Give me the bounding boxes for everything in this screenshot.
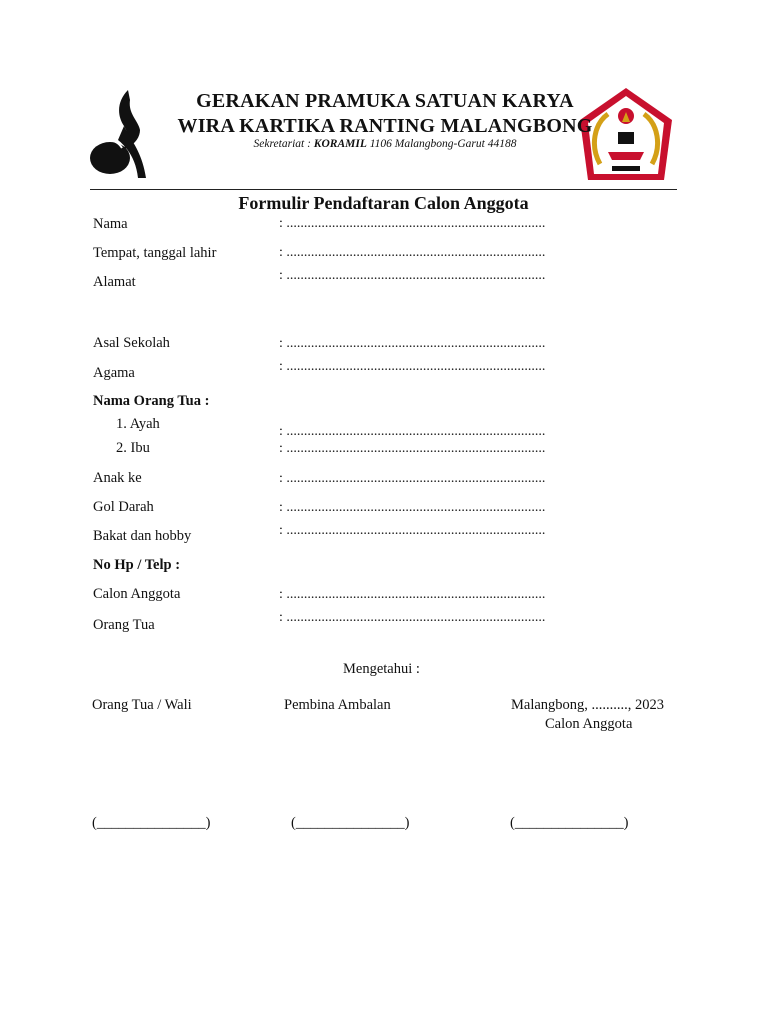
label-ibu: 2. Ibu — [116, 440, 150, 456]
fill-line-alamat[interactable]: : .......................................................................... — [279, 268, 546, 283]
label-alamat: Alamat — [93, 274, 136, 290]
sekretariat-suffix: 1106 Malangbong-Garut 44188 — [366, 138, 517, 150]
pramuka-logo — [88, 86, 152, 184]
signature-line-pembina[interactable]: (_______________) — [291, 815, 410, 831]
label-ttl: Tempat, tanggal lahir — [93, 245, 217, 261]
label-anak-ke: Anak ke — [93, 470, 142, 486]
label-bakat-hobby: Bakat dan hobby — [93, 528, 192, 544]
sekretariat-koramil: KORAMIL — [313, 138, 367, 150]
fill-line-asal-sekolah[interactable]: : .......................................................................... — [279, 336, 546, 351]
fill-line-gol-darah[interactable]: : .......................................................................... — [279, 500, 546, 515]
label-asal-sekolah: Asal Sekolah — [93, 335, 170, 351]
calon-anggota-sign-label: Calon Anggota — [545, 716, 633, 732]
label-gol-darah: Gol Darah — [93, 499, 154, 515]
label-calon-anggota: Calon Anggota — [93, 586, 181, 602]
signature-line-calon[interactable]: (_______________) — [510, 815, 629, 831]
fill-line-ibu[interactable]: : .......................................................................... — [279, 441, 546, 456]
fill-line-nama[interactable]: : .......................................................................... — [279, 216, 546, 231]
fill-line-calon-anggota[interactable]: : .......................................................................... — [279, 587, 546, 602]
fill-line-orang-tua[interactable]: : .......................................................................... — [279, 610, 546, 625]
org-name-line1: GERAKAN PRAMUKA SATUAN KARYA — [196, 90, 574, 112]
fill-line-agama[interactable]: : .......................................................................... — [279, 359, 546, 374]
label-agama: Agama — [93, 365, 135, 381]
mengetahui-label: Mengetahui : — [343, 661, 420, 677]
header-divider — [90, 189, 677, 190]
sekretariat-prefix: Sekretariat : — [253, 138, 314, 150]
place-date-label: Malangbong, .........., 2023 — [511, 697, 665, 713]
label-no-hp: No Hp / Telp : — [93, 557, 181, 573]
pembina-label: Pembina Ambalan — [284, 697, 391, 713]
form-title: Formulir Pendaftaran Calon Anggota — [238, 193, 529, 213]
label-nama: Nama — [93, 216, 128, 232]
label-orang-tua: Orang Tua — [93, 617, 155, 633]
signature-line-ortu[interactable]: (_______________) — [92, 815, 211, 831]
sekretariat-address — [150, 138, 620, 150]
fill-line-ttl[interactable]: : .......................................................................... — [279, 245, 546, 260]
fill-line-bakat[interactable]: : .......................................................................... — [279, 523, 546, 538]
fill-line-ayah[interactable]: : .......................................................................... — [279, 424, 546, 439]
label-nama-orang-tua: Nama Orang Tua : — [93, 393, 210, 409]
org-name-line2: WIRA KARTIKA RANTING MALANGBONG — [177, 115, 593, 137]
ortu-wali-label: Orang Tua / Wali — [92, 697, 192, 713]
fill-line-anak-ke[interactable]: : .......................................................................... — [279, 471, 546, 486]
label-ayah: 1. Ayah — [116, 416, 160, 432]
